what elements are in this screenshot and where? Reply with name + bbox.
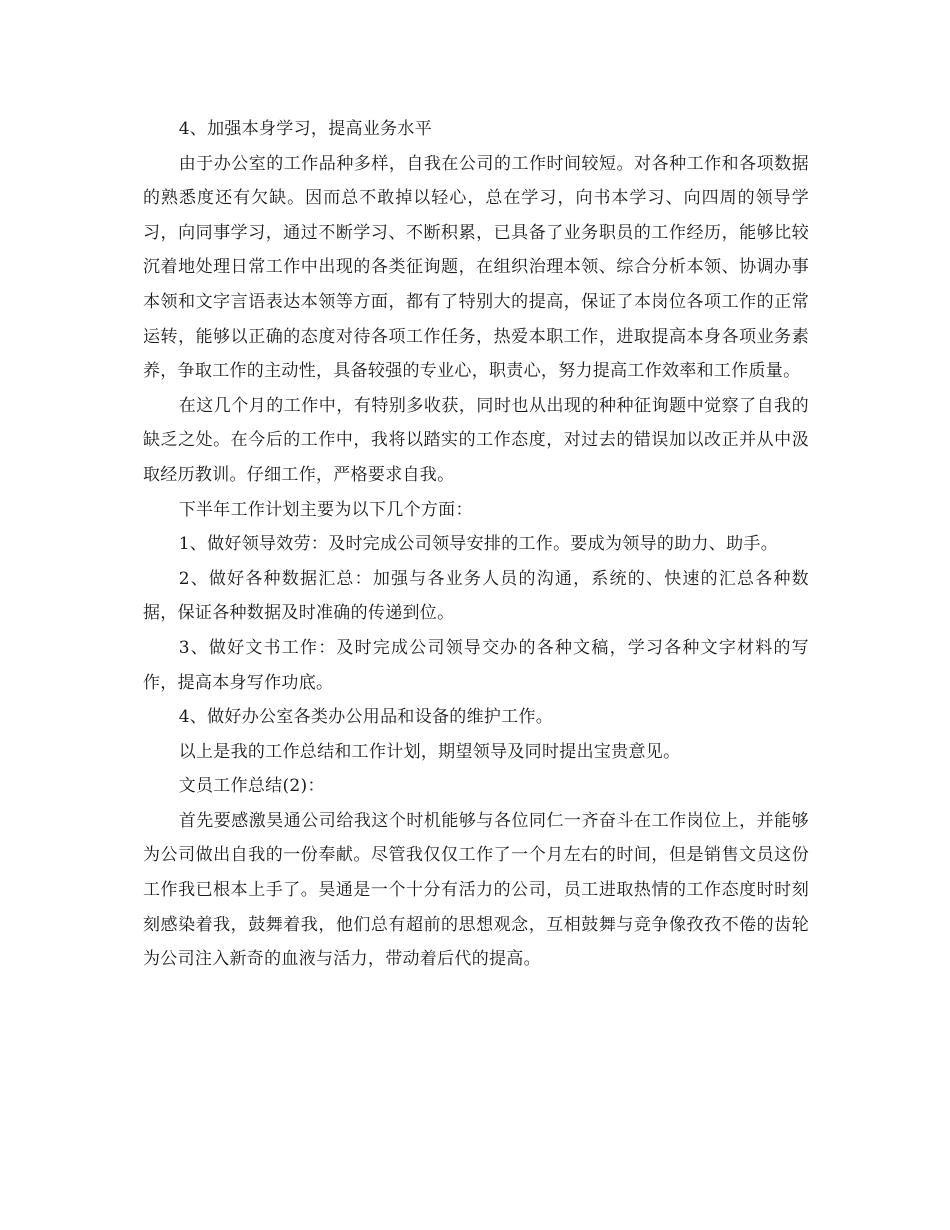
paragraph: 以上是我的工作总结和工作计划，期望领导及同时提出宝贵意见。	[178, 741, 681, 762]
section-heading: 文员工作总结(2)：	[178, 776, 325, 797]
paragraph: 首先要感激昊通公司给我这个时机能够与各位同仁一齐奋斗在工作岗位上，并能够为公司做出自我的一份奉献。尽管我仅仅工作了一个月左右的时间，但是销售文员这份工作我已根本上手了。昊通是一个十分有活力的公司，员工进取热情的工作态度时时刻刻感染着我，鼓舞着我，他们总有超前的思想观念，互相鼓舞与竞争像孜孜不倦的齿轮为公司注入新奇的血液与活力，带动着后代的提高。	[143, 810, 809, 970]
list-item: 4、做好办公室各类办公用品和设备的维护工作。	[178, 707, 554, 728]
document-body	[143, 112, 809, 977]
paragraph: 由于办公室的工作品种多样，自我在公司的工作时间较短。对各种工作和各项数据的熟悉度还有欠缺。因而总不敢掉以轻心，总在学习，向书本学习、向四周的领导学习，向同事学习，通过不断学习、不断积累，已具备了业务职员的工作经历，能够比较沉着地处理日常工作中出现的各类征询题，在组织治理本领、综合分析本领、协调办事本领和文字言语表达本领等方面，都有了特别大的提高，保证了本岗位各项工作的正常运转，能够以正确的态度对待各项工作任务，热爱本职工作，进取提高本身各项业务素养，争取工作的主动性，具备较强的专业心，职责心，努力提高工作效率和工作质量。	[143, 153, 809, 382]
section-heading: 4、加强本身学习，提高业务水平	[178, 119, 433, 139]
paragraph: 下半年工作计划主要为以下几个方面：	[178, 499, 473, 520]
list-item: 3、做好文书工作：及时完成公司领导交办的各种文稿，学习各种文字材料的写作，提高本身写作功底。	[143, 637, 809, 693]
paragraph: 在这几个月的工作中，有特别多收获，同时也从出现的种种征询题中觉察了自我的缺乏之处。在今后的工作中，我将以踏实的工作态度，对过去的错误加以改正并从中汲取经历教训。仔细工作，严格要求自我。	[143, 395, 809, 485]
list-item: 2、做好各种数据汇总：加强与各业务人员的沟通，系统的、快速的汇总各种数据，保证各种数据及时准确的传递到位。	[143, 568, 809, 624]
list-item: 1、做好领导效劳：及时完成公司领导安排的工作。要成为领导的助力、助手。	[178, 534, 779, 555]
